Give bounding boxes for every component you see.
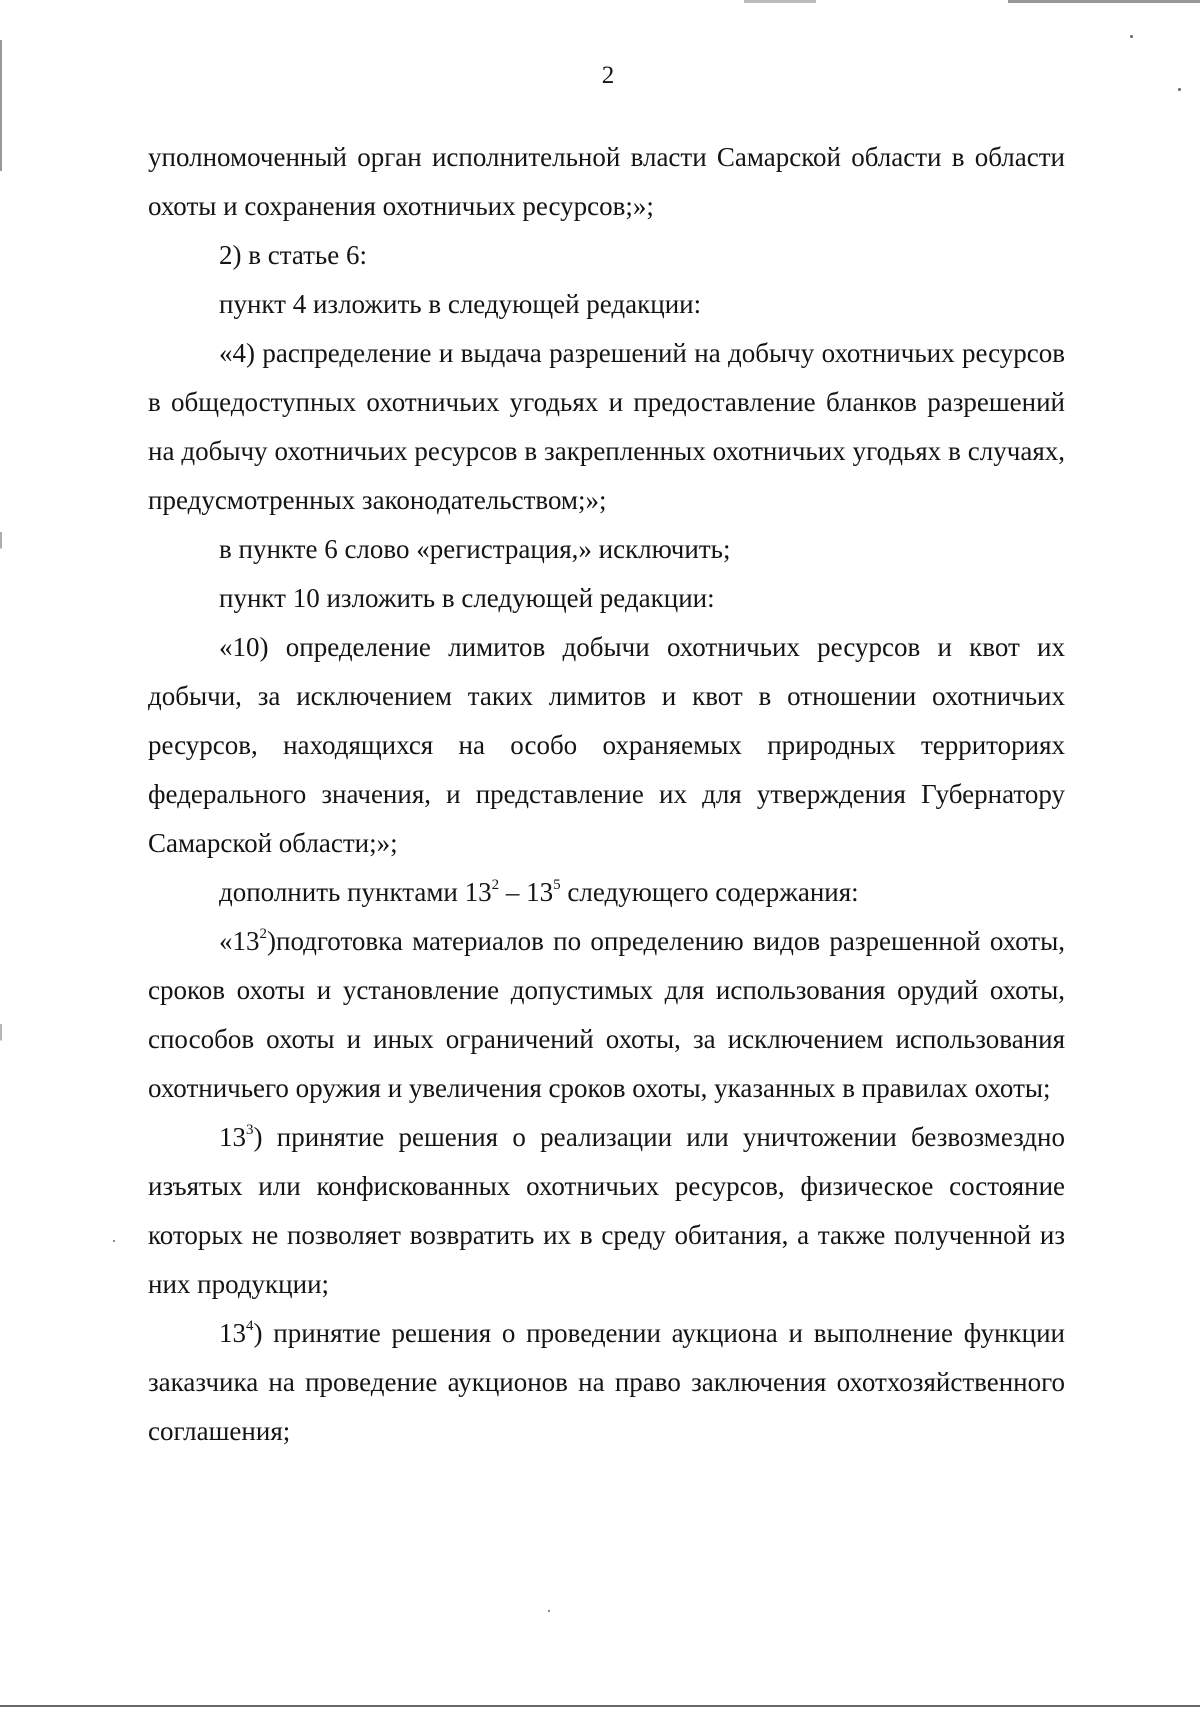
paragraph: пункт 10 изложить в следующей редакции:	[219, 583, 715, 613]
paragraph: 2) в статье 6:	[219, 240, 367, 270]
paragraph: уполномоченный орган исполнительной власти Самарской области в области охоты и сохранения охотничьих ресурсов;»;	[148, 142, 1065, 221]
paragraph-item-13-3	[148, 1113, 1065, 1309]
text-run: – 13	[499, 877, 554, 907]
scan-edge-left	[0, 40, 2, 1680]
text-run: 13	[219, 1122, 246, 1152]
paragraph-item-13-4	[148, 1309, 1065, 1456]
paragraph: пункт 4 изложить в следующей редакции:	[219, 289, 702, 319]
text-run: ) принятие решения о реализации или уничтожении безвозмездно изъятых или конфискованных охотничьих ресурсов, физическое состояние которых не позволяет возвратить их в среду обитания, а также полученной из них продукции;	[148, 1122, 1065, 1299]
superscript: 2	[259, 926, 267, 942]
document-body	[148, 133, 1065, 1456]
scan-speck	[113, 1240, 115, 1242]
superscript: 3	[246, 1122, 254, 1138]
scan-edge-top	[720, 0, 1200, 3]
superscript: 5	[553, 877, 561, 893]
paragraph: «10) определение лимитов добычи охотничьих ресурсов и квот их добычи, за исключением таких лимитов и квот в отношении охотничьих ресурсов, находящихся на особо охраняемых природных территориях федерального значения, и представление их для утверждения Губернатору Самарской области;»;	[148, 632, 1065, 858]
text-run: следующего содержания:	[560, 877, 859, 907]
text-run: ) принятие решения о проведении аукциона и выполнение функции заказчика на проведение аукционов на право заключения охотхозяйственного соглашения;	[148, 1318, 1065, 1446]
scan-speck	[1130, 35, 1133, 38]
text-run: дополнить пунктами 13	[219, 877, 492, 907]
paragraph: в пункте 6 слово «регистрация,» исключить;	[219, 534, 731, 564]
scan-speck	[548, 1610, 550, 1612]
superscript: 2	[491, 877, 500, 893]
text-run: 13	[219, 1318, 246, 1348]
paragraph: «4) распределение и выдача разрешений на добычу охотничьих ресурсов в общедоступных охотничьих угодьях и предоставление бланков разрешений на добычу охотничьих ресурсов в закрепленных охотничьих угодьях в случаях, предусмотренных законодательством;»;	[148, 338, 1065, 515]
superscript: 4	[246, 1318, 254, 1334]
text-run: )подготовка материалов по определению видов разрешенной охоты, сроков охоты и установление допустимых для использования орудий охоты, способов охоты и иных ограничений охоты, за исключением использования охотничьего оружия и увеличения сроков охоты, указанных в правилах охоты;	[148, 926, 1065, 1103]
page-number: 2	[601, 62, 615, 89]
paragraph-add-items	[148, 868, 1065, 917]
scan-edge-bottom	[0, 1705, 1200, 1707]
text-run: «13	[219, 926, 260, 956]
paragraph-item-13-2	[148, 917, 1065, 1113]
